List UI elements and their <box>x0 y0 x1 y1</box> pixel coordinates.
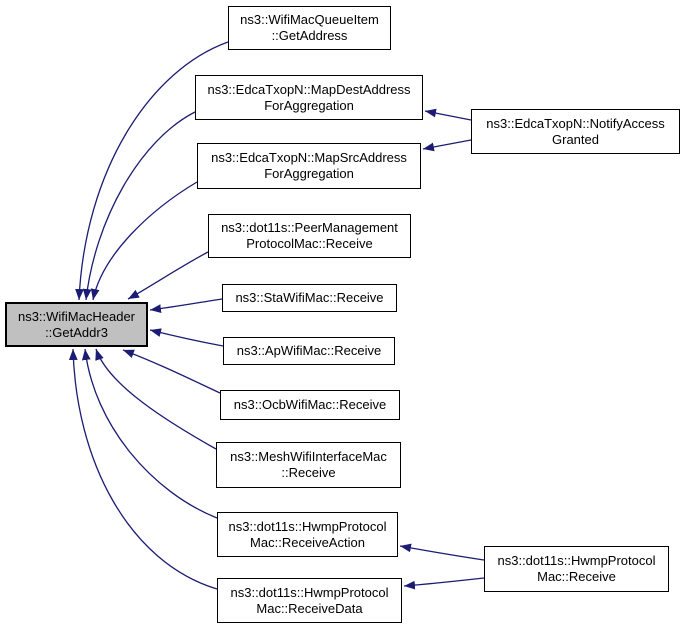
edge-receiveaction-to-getaddr3 <box>85 349 217 518</box>
edge-stawifi-to-getaddr3 <box>150 299 222 310</box>
node-label-line: ns3::WifiMacHeader <box>17 308 136 324</box>
node-label-line: Mac::ReceiveAction <box>250 534 365 550</box>
edge-hwmpreceive-to-receiveaction <box>400 546 484 560</box>
node-ocbwifimac-receive[interactable] <box>220 390 400 420</box>
node-label-line: ProtocolMac::Receive <box>246 236 373 251</box>
node-edcatxopn-mapdestaddressforaggregation[interactable] <box>195 75 423 120</box>
node-label-line: ns3::OcbWifiMac::Receive <box>233 397 387 412</box>
node-label-line: ForAggregation <box>264 97 354 113</box>
node-label-line: ns3::EdcaTxopN::MapDestAddress <box>207 81 411 97</box>
node-label-line: Mac::ReceiveData <box>256 600 363 616</box>
node-dot11s-hwmpprotocolmac-receivedata[interactable] <box>217 578 402 623</box>
edge-notifyaccess-to-mapdest <box>425 111 471 120</box>
node-meshwifiinterfacemac-receive[interactable] <box>216 442 401 488</box>
node-label-line: ns3::WifiMacQueueItem <box>240 12 379 27</box>
edge-mapsrc-to-getaddr3 <box>93 182 197 300</box>
node-label-line: ns3::StaWifiMac::Receive <box>235 290 384 305</box>
node-label-line: ns3::ApWifiMac::Receive <box>236 343 382 358</box>
node-dot11s-hwmpprotocolmac-receiveaction[interactable] <box>217 512 398 557</box>
edge-hwmpreceive-to-receivedata <box>404 578 484 586</box>
node-dot11s-peermanagementprotocolmac-receive[interactable] <box>208 214 411 258</box>
node-wifimacheader-getaddr3 <box>5 302 148 347</box>
edge-apwifi-to-getaddr3 <box>150 330 223 346</box>
edge-receivedata-to-getaddr3 <box>73 349 217 589</box>
node-label-line: ::Receive <box>281 465 336 480</box>
node-label-line: ns3::dot11s::HwmpProtocol <box>230 584 389 600</box>
node-dot11s-hwmpprotocolmac-receive[interactable] <box>484 546 669 592</box>
node-wifimacqueueitem-getaddress[interactable] <box>228 6 391 50</box>
node-label-line: ::GetAddr3 <box>45 324 108 340</box>
node-label-line: Granted <box>552 131 599 147</box>
node-label-line: ns3::EdcaTxopN::MapSrcAddress <box>211 150 407 165</box>
node-label-line: ns3::dot11s::PeerManagement <box>221 220 398 235</box>
edge-meshwifi-to-getaddr3 <box>96 349 216 449</box>
node-label-line: ns3::MeshWifiInterfaceMac <box>230 449 387 464</box>
node-label-line: ns3::dot11s::HwmpProtocol <box>497 553 656 568</box>
node-edcatxopn-notifyaccessgranted[interactable] <box>471 109 680 154</box>
node-label-line: ns3::EdcaTxopN::NotifyAccess <box>486 115 665 131</box>
edge-mapdest-to-getaddr3 <box>86 112 195 300</box>
node-edcatxopn-mapsrcaddressforaggregation[interactable] <box>197 143 421 189</box>
node-label-line: Mac::Receive <box>537 569 616 584</box>
node-label-line: ns3::dot11s::HwmpProtocol <box>228 518 387 534</box>
node-label-line: ForAggregation <box>264 166 354 181</box>
edge-notifyaccess-to-mapsrc <box>423 140 471 149</box>
edge-ocbwifi-to-getaddr3 <box>123 350 220 393</box>
edge-peermgmt-to-getaddr3 <box>128 252 208 299</box>
node-stawifimac-receive[interactable] <box>222 284 397 312</box>
node-label-line: ::GetAddress <box>271 28 348 43</box>
node-apwifimac-receive[interactable] <box>223 337 395 365</box>
